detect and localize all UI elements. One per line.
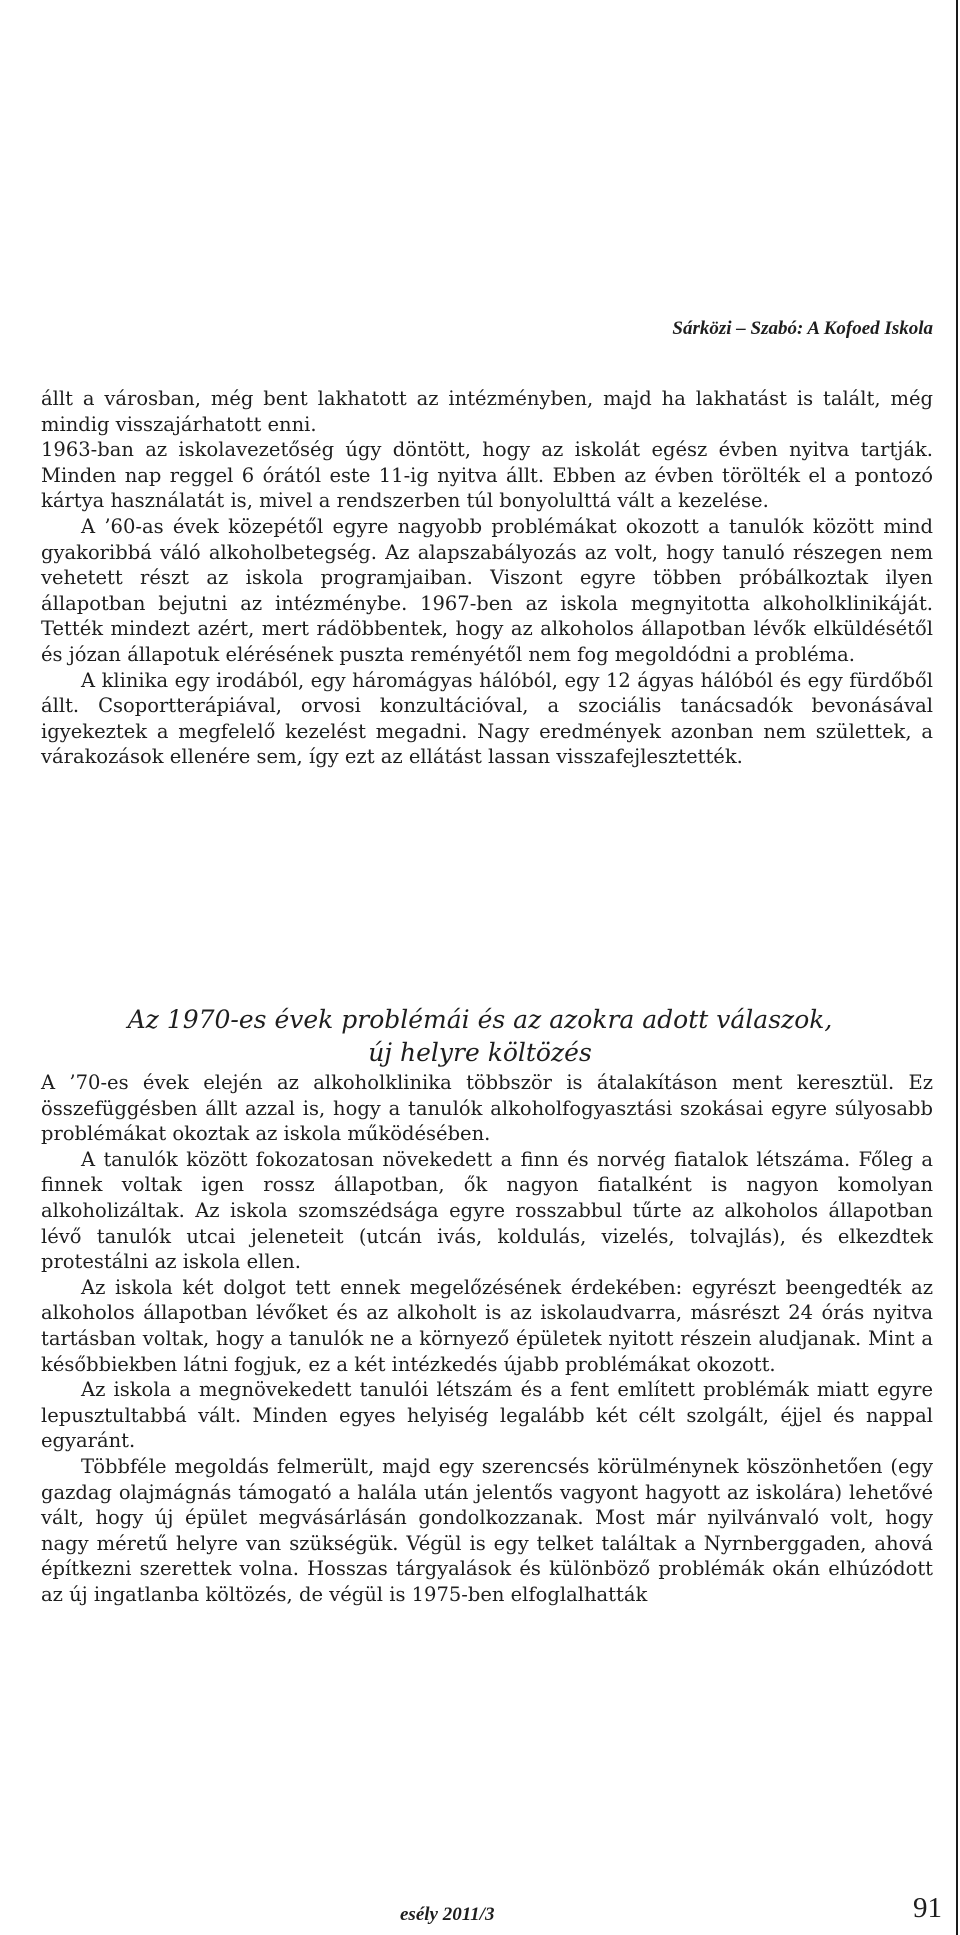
paragraph: A ’60-as évek közepétől egyre nagyobb problémákat okozott a tanulók között mind gyakoribbá váló alkoholbetegség. Az alapszabályozás az volt, hogy tanuló részegen nem vehetett részt az iskola programjaiban. Viszont egyre többen próbálkoztak ilyen állapotban bejutni az intézménybe. 1967-ben az iskola megnyitotta alkoholklinikáját. Tették mindezt azért, mert rádöbbentek, hogy az alkoholos állapotban lévők elküldésétől és józan állapotuk elérésének puszta reményétől nem fog megoldódni a probléma. [41,514,933,666]
section-text-block [41,1070,933,1607]
running-head: Sárközi – Szabó: A Kofoed Iskola [672,318,933,339]
paragraph: Az iskola két dolgot tett ennek megelőzésének érdekében: egyrészt beengedték az alkoholos állapotban lévőket és az alkoholt is az iskolaudvarra, másrészt 24 órás nyitva tartásban voltak, hogy a tanulók ne a környező épületek nyitott részein aludjanak. Mint a későbbiekben látni fogjuk, ez a két intézkedés újabb problémákat okozott. [41,1275,933,1376]
page-number: 91 [913,1892,942,1924]
page-edge-line [956,0,958,1935]
footer-journal-title: esély 2011/3 [400,1904,495,1925]
paragraph: állt a városban, még bent lakhatott az intézményben, majd ha lakhatást is talált, még mindig visszajárhatott enni. [41,387,933,436]
section-heading [0,1003,960,1069]
intro-text-block [41,386,933,770]
paragraph: A tanulók között fokozatosan növekedett a finn és norvég fiatalok létszáma. Főleg a finnek voltak igen rossz állapotban, ők nagyon fiatalként is nagyon komolyan alkoholizáltak. Az iskola szomszédsága egyre rosszabbul tűrte az alkoholos állapotban lévő tanulók utcai jeleneteit (utcán ivás, koldulás, vizelés, tolvajlás), és elkezdtek protestálni az iskola ellen. [41,1147,933,1274]
paragraph: Az iskola a megnövekedett tanulói létszám és a fent említett problémák miatt egyre lepusztultabbá vált. Minden egyes helyiség legalább két célt szolgált, éjjel és nappal egyaránt. [41,1378,933,1453]
paragraph: 1963-ban az iskolavezetőség úgy döntött, hogy az iskolát egész évben nyitva tartják. Minden nap reggel 6 órától este 11-ig nyitva állt. Ebben az évben törölték el a pontozó kártya használatát is, mivel a rendszerben túl bonyolulttá vált a kezelése. [41,438,933,513]
section-heading-line: új helyre költözés [368,1038,592,1067]
paragraph: A klinika egy irodából, egy háromágyas hálóból, egy 12 ágyas hálóból és egy fürdőből állt. Csoportterápiával, orvosi konzultációval, a szociális tanácsadók bevonásával igyekeztek a megfelelő kezelést megadni. Nagy eredmények azonban nem születtek, a várakozások ellenére sem, így ezt az ellátást lassan visszafejlesztették. [41,668,933,769]
paragraph: A ’70-es évek elején az alkoholklinika többször is átalakításon ment keresztül. Ez összefüggésben állt azzal is, hogy a tanulók alkoholfogyasztási szokásai egyre súlyosabb problémákat okoztak az iskola működésében. [41,1071,933,1146]
section-heading-line: Az 1970-es évek problémái és az azokra adott válaszok, [127,1005,833,1034]
paragraph: Többféle megoldás felmerült, majd egy szerencsés körülménynek köszönhetően (egy gazdag olajmágnás támogató a halála után jelentős vagyont hagyott az iskolára) lehetővé vált, hogy új épület megvásárlásán gondolkozzanak. Most már nyilvánvaló volt, hogy nagy méretű helyre van szükségük. Végül is egy telket találtak a Nyrnberggaden, ahová építkezni szerettek volna. Hosszas tárgyalások és különböző problémák okán elhúzódott az új ingatlanba költözés, de végül is 1975-ben elfoglalhatták [41,1454,933,1606]
